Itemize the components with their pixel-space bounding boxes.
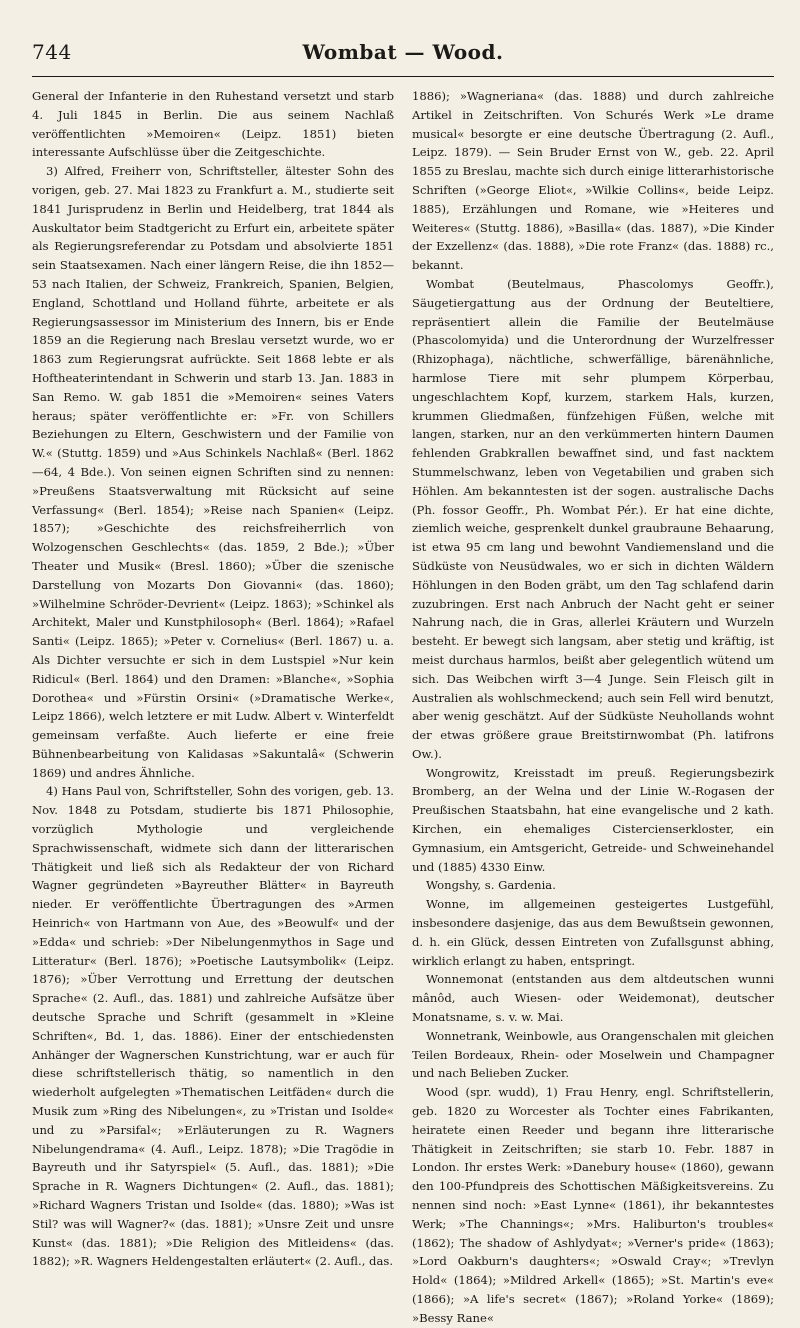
paragraph-continued: General der Infanterie in den Ruhestand versetzt und starb 4. Juli 1845 in Berlin. Die aus seinem Nachlaß veröffentlichten »Memoiren« (Leipz. 1851) bieten interessante Aufschlüsse über die Zeitgeschichte. [32, 89, 394, 160]
text-columns [32, 87, 774, 1328]
header-rule [32, 76, 774, 77]
entry-wongshy: Wongshy, s. Gardenia. [426, 878, 556, 893]
entry-wombat: Wombat (Beutelmaus, Phascolomys Geoffr.), Säugetiergattung aus der Ordnung der Beuteltiere, repräsentiert allein die Familie der Beutelmäuse (Phascolomyida) und die Unterordnung der Wurzelfresser (Rhizophaga), nächtliche, schwerfällige, bärenähnliche, harmlose Tiere mit sehr plumpem Körperbau, ungeschlachtem Kopf, kurzem, starkem Hals, kurzen, krummen Gliedmaßen, fünfzehigen Füßen, welche mit langen, starken, nur an den verkümmerten hintern Daumen fehlenden Grabkrallen bewaffnet sind, und fast nacktem Stummelschwanz, leben von Vegetabilien und graben sich Höhlen. Am bekanntesten ist der sogen. australische Dachs (Ph. fossor Geoffr., Ph. Wombat Pér.). Er hat eine dichte, ziemlich weiche, gesprenkelt dunkel graubraune Behaarung, ist etwa 95 cm lang und bewohnt Vandiemensland und die Südküste von Neusüdwales, wo er sich in dichten Wäldern Höhlungen in den Boden gräbt, um den Tag schlafend darin zuzubringen. Erst nach Anbruch der Nacht geht er seiner Nahrung nach, die in Gras, allerlei Kräutern und Wurzeln besteht. Er bewegt sich langsam, aber stetig und kräftig, ist meist durchaus harmlos, beißt aber gelegentlich wütend um sich. Das Weibchen wirft 3—4 Junge. Sein Fleisch gilt in Australien als wohlschmeckend; auch sein Fell wird benutzt, aber wenig geschätzt. Auf der Südküste Neuhollands wohnt der etwas größere graue Breitstirnwombat (Ph. latifrons Ow.). [412, 276, 774, 761]
entry-wonne: Wonne, im allgemeinen gesteigertes Lustgefühl, insbesondere dasjenige, das aus dem Bewußtsein gewonnen, d. h. ein Glück, dessen Eintreten von Zufallsgunst abhing, wirklich erlangt zu haben, entspringt. [412, 897, 774, 968]
entry-hans-paul: 4) Hans Paul von, Schriftsteller, Sohn des vorigen, geb. 13. Nov. 1848 zu Potsdam, studierte bis 1871 Philosophie, vorzüglich Mythologie und vergleichende Sprachwissenschaft, widmete sich dann der litterarischen Thätigkeit und ließ sich als Redakteur der von Richard Wagner gegründeten »Bayreuther Blätter« in Bayreuth nieder. Er veröffentlichte Übertragungen des »Armen Heinrich« von Hartmann von Aue, des »Beowulf« und der »Edda« und schrieb: »Der Nibelungenmythos in Sage und Litteratur« (Berl. 1876); »Poetische Lautsymbolik« (Leipz. 1876); »Über Verrottung und Errettung der deutschen Sprache« (2. Aufl., das. 1881) und zahlreiche Aufsätze über deutsche Sprache und Schrift (gesammelt in »Kleine Schriften«, Bd. 1, das. 1886). Einer der entschiedensten Anhänger der Wagnerschen Kunstrichtung, war er auch für diese schriftstellerisch thätig, so namentlich in den wiederholt aufgelegten »Thematischen Leitfäden« durch die Musik zum »Ring des Nibelungen«, zu »Tristan und Isolde« und zu »Parsifal«; »Erläuterungen zu R. Wagners Nibelungendrama« (4. Aufl., Leipz. 1878); »Die Tragödie in Bayreuth und ihr Satyrspiel« (5. Aufl., das. 1881); »Die Sprache in R. Wagners Dichtungen« (2. Aufl., das. 1881); »Richard Wagners Tristan und Isolde« (das. 1880); »Was ist Stil? was will Wagner?« (das. 1881); »Unsre Zeit und unsre Kunst« (das. 1881); »Die Religion des Mitleidens« (das. 1882); »R. Wagners Heldengestalten erläutert« (2. Aufl., das. [32, 784, 394, 1269]
entry-wongrowitz: Wongrowitz, Kreisstadt im preuß. Regierungsbezirk Bromberg, an der Welna und der Linie W.-Rogasen der Preußischen Staatsbahn, hat eine evangelische und 2 kath. Kirchen, ein ehemaliges Cistercienserkloster, ein Gymnasium, ein Amtsgericht, Getreide- und Schweinehandel und (1885) 4330 Einw. [412, 765, 774, 874]
page-header [32, 38, 774, 68]
entry-wood: Wood (spr. wudd), 1) Frau Henry, engl. Schriftstellerin, geb. 1820 zu Worcester als Tochter eines Fabrikanten, heiratete einen Reeder und begann ihre litterarische Thätigkeit in Zeitschriften; sie starb 10. Febr. 1887 in London. Ihr erstes Werk: »Danebury house« (1860), gewann den 100-Pfundpreis des Schottischen Mäßigkeitsvereins. Zu nennen sind noch: »East Lynne« (1861), ihr bekanntestes Werk; »The Channings«; »Mrs. Haliburton's troubles« (1862); The shadow of Ashlydyat«; »Verner's pride« (1863); »Lord Oakburn's daughters«; »Oswald Cray«; »Trevlyn Hold« (1864); »Mildred Arkell« (1865); »St. Martin's eve« (1866); »A life's secret« (1867); »Roland Yorke« (1869); »Bessy Rane« [412, 1085, 774, 1325]
entry-wonnemonat: Wonnemonat (entstanden aus dem altdeutschen wunni mânôd, auch Wiesen- oder Weidemonat), deutscher Monatsname, s. v. w. Mai. [412, 972, 774, 1025]
page-number: 744 [32, 40, 72, 64]
left-column [32, 87, 394, 1328]
entry-wonnetrank: Wonnetrank, Weinbowle, aus Orangenschalen mit gleichen Teilen Bordeaux, Rhein- oder Moselwein und Champagner und nach Belieben Zucker. [412, 1028, 774, 1081]
paragraph-continued-right: 1886); »Wagneriana« (das. 1888) und durch zahlreiche Artikel in Zeitschriften. Von Schurés Werk »Le drame musical« besorgte er eine deutsche Übertragung (2. Aufl., Leipz. 1879). — Sein Bruder Ernst von W., geb. 22. April 1855 zu Breslau, machte sich durch einige litterarhistorische Schriften (»George Eliot«, »Wilkie Collins«, beide Leipz. 1885), Erzählungen und Romane, wie »Heiteres und Weiteres« (Stuttg. 1886), »Basilla« (das. 1887), »Die Kinder der Exzellenz« (das. 1888), »Die rote Franz« (das. 1888) rc., bekannt. [412, 89, 774, 273]
right-column [412, 87, 774, 1328]
running-title: Wombat — Wood. [302, 40, 504, 64]
entry-alfred: 3) Alfred, Freiherr von, Schriftsteller, ältester Sohn des vorigen, geb. 27. Mai 1823 zu Frankfurt a. M., studierte seit 1841 Jurisprudenz in Berlin und Heidelberg, trat 1844 als Auskultator beim Stadtgericht zu Erfurt ein, arbeitete später als Regierungsreferendar zu Potsdam und absolvierte 1851 sein Staatsexamen. Nach einer längern Reise, die ihn 1852—53 nach Italien, der Schweiz, Frankreich, Spanien, Belgien, England, Schottland und Holland führte, arbeitete er als Regierungsassessor im Ministerium des Innern, bis er Ende 1859 an die Regierung nach Breslau versetzt wurde, wo er 1863 zum Regierungsrat aufrückte. Seit 1868 lebte er als Hoftheaterintendant in Schwerin und starb 13. Jan. 1883 in San Remo. W. gab 1851 die »Memoiren« seines Vaters heraus; später veröffentlichte er: »Fr. von Schillers Beziehungen zu Eltern, Geschwistern und der Familie von W.« (Stuttg. 1859) und »Aus Schinkels Nachlaß« (Berl. 1862—64, 4 Bde.). Von seinen eignen Schriften sind zu nennen: »Preußens Staatsverwaltung mit Rücksicht auf seine Verfassung« (Berl. 1854); »Reise nach Spanien« (Leipz. 1857); »Geschichte des reichsfreiherrlich von Wolzogenschen Geschlechts« (das. 1859, 2 Bde.); »Über Theater und Musik« (Bresl. 1860); »Über die szenische Darstellung von Mozarts Don Giovanni« (das. 1860); »Wilhelmine Schröder-Devrient« (Leipz. 1863); »Schinkel als Architekt, Maler und Kunstphilosoph« (Berl. 1864); »Rafael Santi« (Leipz. 1865); »Peter v. Cornelius« (Berl. 1867) u. a. Als Dichter versuchte er sich in dem Lustspiel »Nur kein Ridicul« (Berl. 1864) und den Dramen: »Blanche«, »Sophia Dorothea« und »Fürstin Orsini« (»Dramatische Werke«, Leipz 1866), welch letztere er mit Ludw. Albert v. Winterfeldt gemeinsam verfaßte. Auch lieferte er eine freie Bühnenbearbeitung von Kalidasas »Sakuntalâ« (Schwerin 1869) und andres Ähnliche. [32, 164, 394, 780]
